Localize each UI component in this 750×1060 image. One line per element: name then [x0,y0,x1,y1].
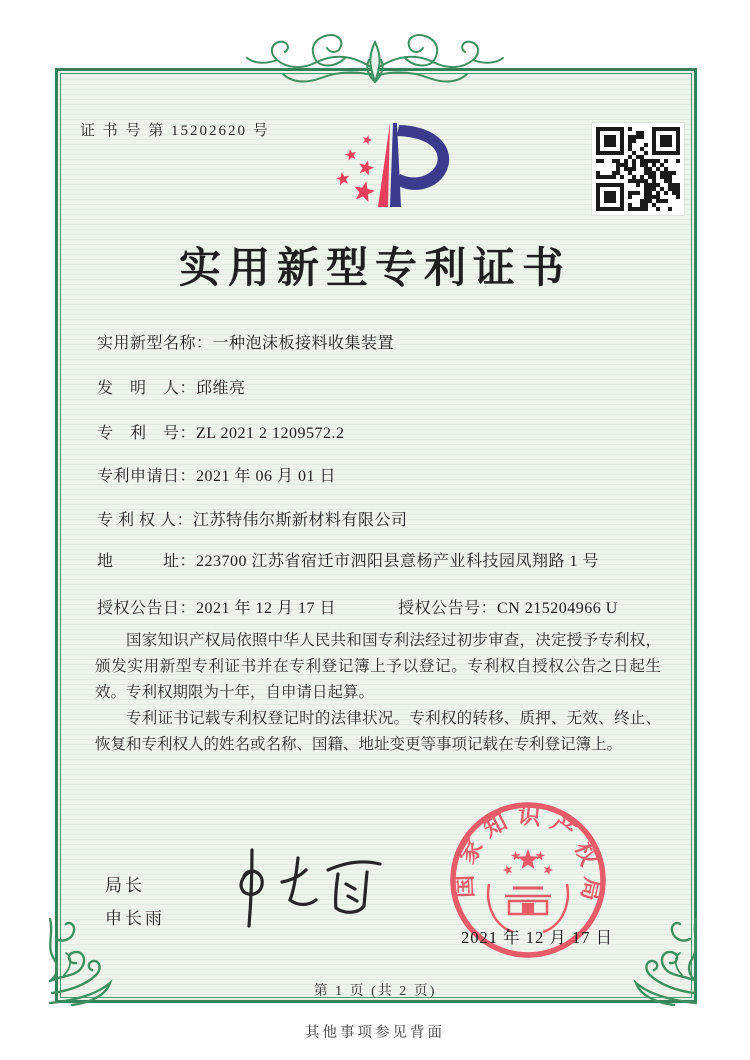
grant-number-pair [398,595,618,618]
logo-p-mark-icon [390,123,449,207]
field-label: 专 利 权 人： [97,512,194,529]
field-utility-model-name [97,330,657,354]
field-value: CN 215204966 U [497,600,618,617]
field-address [97,548,657,572]
field-label: 专利申请日： [97,468,197,485]
commissioner-title: 局长 [105,876,145,895]
grant-date-pair [97,600,336,617]
field-label: 授权公告号： [398,600,498,617]
commissioner-signature-icon [212,842,392,937]
field-label: 发 明 人： [97,380,197,397]
legal-text [95,628,661,758]
national-emblem-icon [502,849,554,875]
field-value: ZL 2021 2 1209572.2 [196,425,345,442]
field-value: 邱维亮 [196,380,246,397]
field-value: 2021 年 06 月 01 日 [196,468,337,485]
field-label: 地 址： [97,553,197,570]
field-filing-date [97,463,657,487]
field-label: 专 利 号： [97,425,197,442]
back-side-note: 其他事项参见背面 [305,1025,445,1041]
field-value: 223700 江苏省宿迁市泗阳县意杨产业科技园凤翔路 1 号 [196,553,600,570]
page-number: 第 1 页 (共 2 页) [313,984,437,999]
field-inventor [97,375,657,399]
cnipa-logo-icon [303,110,459,212]
seal-text: 国家知识产权局 [451,802,606,912]
field-value: 一种泡沫板接料收集装置 [212,335,395,352]
field-value: 2021 年 12 月 17 日 [196,600,337,617]
qr-code [592,123,684,215]
field-grant-date [97,595,657,619]
commissioner-name: 申长雨 [105,909,165,928]
field-label: 实用新型名称： [97,335,213,352]
logo-stars-icon [335,123,390,207]
field-patentee [97,507,657,531]
commissioner-block [105,869,165,935]
seal-date: 2021 年 12 月 17 日 [461,928,614,947]
certificate-title: 实用新型专利证书 [178,246,571,292]
field-label: 授权公告日： [97,600,197,617]
logo-red-wedge [378,123,390,207]
field-value: 江苏特伟尔斯新材料有限公司 [193,512,408,529]
legal-paragraph-2: 专利证书记载专利权登记时的法律状况。专利权的转移、质押、无效、终止、恢复和专利权人的姓名或名称、国籍、地址变更等事项记载在专利登记簿上。 [95,710,661,753]
field-patent-number [97,420,657,444]
legal-paragraph-1: 国家知识产权局依照中华人民共和国专利法经过初步审查，决定授予专利权，颁发实用新型专利证书并在专利登记簿上予以登记。专利权自授权公告之日起生效。专利权期限为十年，自申请日起算。 [95,632,661,701]
certificate-number: 证 书 号 第 15202620 号 [80,123,270,139]
